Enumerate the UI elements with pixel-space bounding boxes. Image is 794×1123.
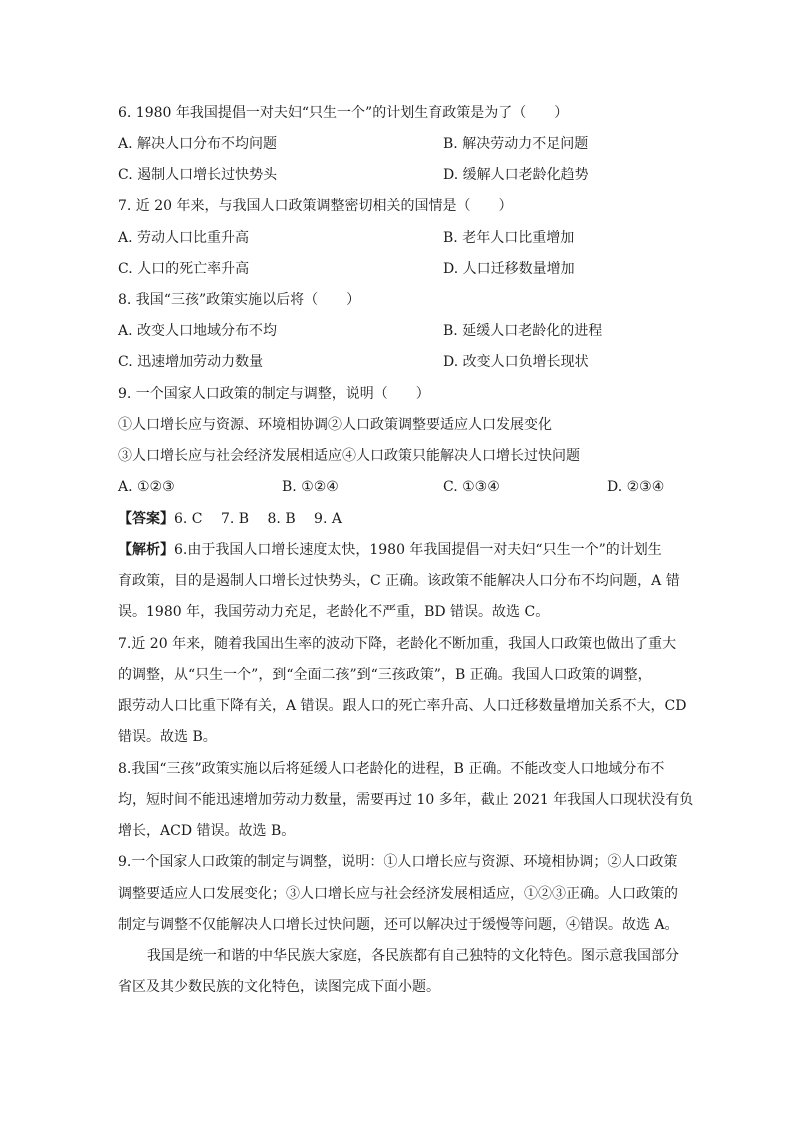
analysis-line-10: 增长，ACD 错误。故选 B。 [118,823,296,839]
question-6-options-row-1 [118,134,718,154]
question-8-option-a: A. 改变人口地域分布不均 [118,323,278,339]
question-6-option-b: B. 解决劳动力不足问题 [443,136,589,152]
question-7-options-row-1 [118,228,718,248]
analysis-line-7: 错误。故选 B。 [118,729,217,745]
analysis-line-3: 误。1980 年，我国劳动力充足，老龄化不严重，BD 错误。故选 C。 [118,604,550,620]
question-6-options-row-2 [118,165,718,185]
question-9-statement-1: ①人口增长应与资源、环境相协调②人口政策调整要适应人口发展变化 [118,417,552,433]
analysis-line-1 [118,540,662,560]
question-7-option-a: A. 劳动人口比重升高 [118,230,250,246]
question-9-option-c: C. ①③④ [443,479,500,495]
analysis-line-6: 跟劳动人口比重下降有关，A 错误。跟人口的死亡率升高、人口迁移数量增加关系不大，CD [118,698,687,714]
question-9-stem: 9. 一个国家人口政策的制定与调整，说明（ ） [118,386,430,402]
question-6-stem: 6. 1980 年我国提倡一对夫妇“只生一个”的计划生育政策是为了（ ） [118,105,569,121]
intro-line-1: 我国是统一和谐的中华民族大家庭，各民族都有自己独特的文化特色。图示意我国部分 [147,948,679,964]
question-7-stem: 7. 近 20 年来，与我国人口政策调整密切相关的国情是（ ） [118,198,513,214]
question-6-option-c: C. 遏制人口增长过快势头 [118,167,278,183]
analysis-line-9: 均，短时间不能迅速增加劳动力数量，需要再过 10 多年，截止 2021 年我国人口现状没有负 [118,792,694,808]
analysis-line-13: 制定与调整不仅能解决人口增长过快问题，还可以解决过于缓慢等问题，④错误。故选 A。 [118,917,679,933]
question-8-option-c: C. 迅速增加劳动力数量 [118,354,264,370]
question-9-option-d: D. ②③④ [607,479,665,495]
analysis-line-2: 育政策，目的是遏制人口增长过快势头，C 正确。该政策不能解决人口分布不均问题，A 错 [118,573,680,589]
question-7-options-row-2 [118,259,718,279]
analysis-label: 【解析】 [118,542,174,558]
analysis-text: 6.由于我国人口增长速度太快，1980 年我国提倡一对夫妇“只生一个”的计划生 [174,542,662,558]
analysis-line-8: 8.我国“三孩”政策实施以后将延缓人口老龄化的进程，B 正确。不能改变人口地域分布不 [118,761,665,777]
question-9-option-a: A. ①②③ [118,479,175,495]
analysis-line-11: 9.一个国家人口政策的制定与调整，说明：①人口增长应与资源、环境相协调；②人口政策 [118,854,678,870]
question-8-option-d: D. 改变人口负增长现状 [443,354,589,370]
answer-line [118,509,342,529]
intro-line-2: 省区及其少数民族的文化特色，读图完成下面小题。 [118,979,440,995]
question-7-option-d: D. 人口迁移数量增加 [443,261,575,277]
question-8-options-row-2 [118,352,718,372]
question-7-option-b: B. 老年人口比重增加 [443,230,575,246]
answer-label: 【答案】 [118,511,174,527]
question-6-option-a: A. 解决人口分布不均问题 [118,136,278,152]
answer-text: 6. C 7. B 8. B 9. A [174,511,342,527]
question-8-options-row-1 [118,321,718,341]
question-9-option-b: B. ①②④ [282,479,339,495]
question-6-option-d: D. 缓解人口老龄化趋势 [443,167,589,183]
question-7-option-c: C. 人口的死亡率升高 [118,261,250,277]
question-8-stem: 8. 我国“三孩”政策实施以后将（ ） [118,292,361,308]
question-9-options-row [118,477,718,497]
analysis-line-4: 7.近 20 年来，随着我国出生率的波动下降，老龄化不断加重，我国人口政策也做出了重大 [118,636,677,652]
question-8-option-b: B. 延缓人口老龄化的进程 [443,323,603,339]
question-9-statement-2: ③人口增长应与社会经济发展相适应④人口政策只能解决人口增长过快问题 [118,448,580,464]
analysis-line-5: 的调整，从“只生一个”，到“全面二孩”到“三孩政策”，B 正确。我国人口政策的调整， [118,667,652,683]
analysis-line-12: 调整要适应人口发展变化；③人口增长应与社会经济发展相适应，①②③正确。人口政策的 [118,886,678,902]
